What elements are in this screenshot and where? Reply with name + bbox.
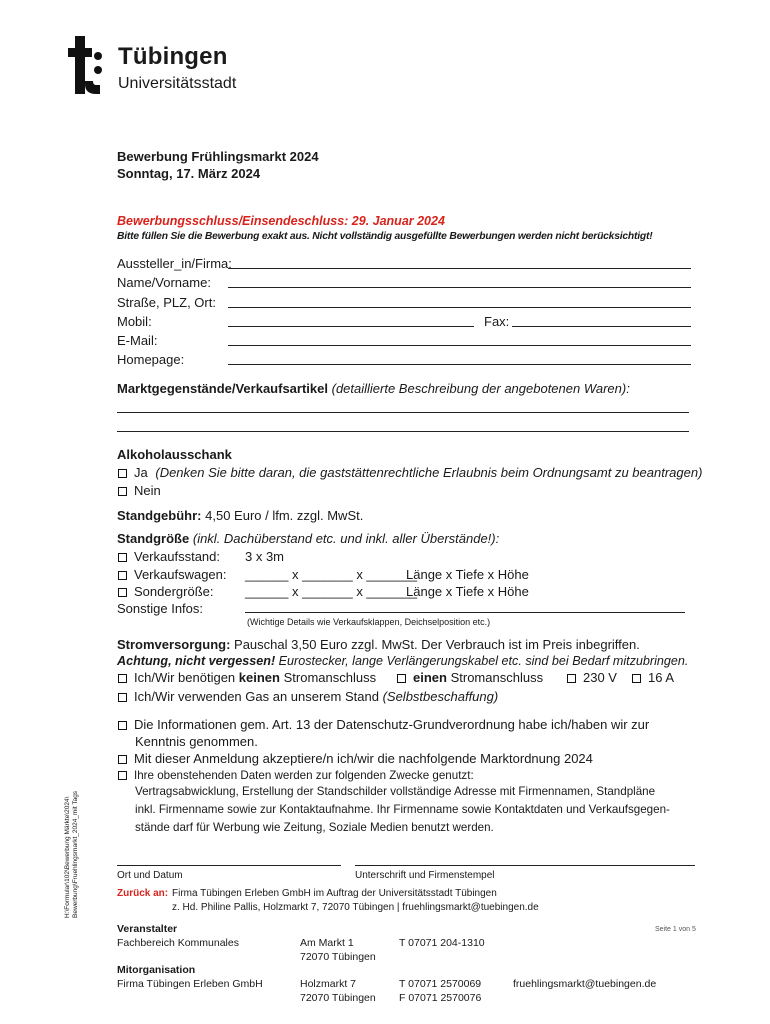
checkbox-strom-230v[interactable] xyxy=(567,674,576,683)
unterschrift-label: Unterschrift und Firmenstempel xyxy=(355,870,495,881)
alkohol-title: Alkoholausschank xyxy=(117,447,232,462)
strom-row xyxy=(117,637,640,653)
gas-hint: (Selbstbeschaffung) xyxy=(382,689,499,704)
label-fax: Fax: xyxy=(484,314,510,329)
markt-title: Marktgegenstände/Verkaufsartikel xyxy=(117,381,328,396)
verkaufsstand-value: 3 x 3m xyxy=(245,549,285,564)
checkbox-alkohol-nein[interactable] xyxy=(118,487,127,496)
checkbox-strom-einen[interactable] xyxy=(397,674,406,683)
groesse-heading xyxy=(117,531,499,547)
footer-addr1-a: Am Markt 1 xyxy=(300,937,354,949)
field-fax[interactable] xyxy=(512,326,691,327)
field-email[interactable] xyxy=(228,345,691,346)
checkbox-verkaufswagen[interactable] xyxy=(118,571,127,580)
strom-230: 230 V xyxy=(583,670,617,685)
field-ort-datum[interactable] xyxy=(117,865,341,866)
ort-datum-label: Ort und Datum xyxy=(117,870,183,881)
sondergroesse-dims-label: Länge x Tiefe x Höhe xyxy=(406,584,529,599)
footer-fachbereich: Fachbereich Kommunales xyxy=(117,937,239,949)
verkaufsstand-row xyxy=(118,549,220,565)
verkaufswagen-dims[interactable]: ______ x _______ x _______ xyxy=(245,567,418,582)
sonstige-label: Sonstige Infos: xyxy=(117,601,203,616)
footer-addr2-b: 72070 Tübingen xyxy=(300,992,376,1004)
field-homepage[interactable] xyxy=(228,364,691,365)
label-aussteller: Aussteller_in/Firma: xyxy=(117,256,232,271)
checkbox-strom-16a[interactable] xyxy=(632,674,641,683)
checkbox-verkaufsstand[interactable] xyxy=(118,553,127,562)
groesse-title: Standgröße xyxy=(117,531,190,546)
checkbox-alkohol-ja[interactable] xyxy=(118,469,127,478)
verkaufswagen-label: Verkaufswagen: xyxy=(134,567,227,582)
strom-opt2-b: Stromanschluss xyxy=(450,670,544,685)
consent3-row xyxy=(118,768,474,784)
checkbox-consent-marktordnung[interactable] xyxy=(118,755,127,764)
logo xyxy=(66,34,266,98)
alkohol-nein-label: Nein xyxy=(134,483,161,498)
strom-opt1-row xyxy=(118,670,376,686)
heading-date: Sonntag, 17. März 2024 xyxy=(117,166,261,181)
label-mobil: Mobil: xyxy=(117,314,152,329)
strom-opt1-a: Ich/Wir benötigen xyxy=(134,670,236,685)
alkohol-ja-row xyxy=(118,465,702,481)
verkaufswagen-dims-label: Länge x Tiefe x Höhe xyxy=(406,567,529,582)
alkohol-ja-label: Ja xyxy=(134,465,148,480)
verkaufswagen-row xyxy=(118,567,227,583)
checkbox-gas[interactable] xyxy=(118,693,127,702)
consent3-l3: inkl. Firmenname sowie zur Kontaktaufnahme. Ihr Firmenname sowie Kontaktdaten und Verkaufsgegen- xyxy=(135,803,670,816)
footer-veranstalter: Veranstalter xyxy=(117,923,178,935)
strom-opt2-a: einen xyxy=(413,670,447,685)
zurueck-line2: z. Hd. Philine Pallis, Holzmarkt 7, 72070 Tübingen | fruehlingsmarkt@tuebingen.de xyxy=(172,902,539,913)
gas-row xyxy=(118,689,498,705)
consent2: Mit dieser Anmeldung akzeptiere/n ich/wir die nachfolgende Marktordnung 2024 xyxy=(134,751,593,766)
sondergroesse-dims[interactable]: ______ x _______ x _______ xyxy=(245,584,418,599)
strom-16a-row xyxy=(632,670,674,686)
field-name[interactable] xyxy=(228,287,691,288)
footer-mitorg: Mitorganisation xyxy=(117,964,196,976)
footer-addr2-a: Holzmarkt 7 xyxy=(300,978,357,990)
footer-firma: Firma Tübingen Erleben GmbH xyxy=(117,978,263,990)
markt-hint: (detaillierte Beschreibung der angebotenen Waren): xyxy=(331,381,630,396)
sondergroesse-label: Sondergröße: xyxy=(134,584,214,599)
logo-t-icon xyxy=(66,34,106,98)
checkbox-sondergroesse[interactable] xyxy=(118,588,127,597)
field-strasse[interactable] xyxy=(228,307,691,308)
strom-achtung: Achtung, nicht vergessen! xyxy=(117,654,276,668)
checkbox-consent-datenschutz[interactable] xyxy=(118,721,127,730)
deadline: Bewerbungsschluss/Einsendeschluss: 29. Januar 2024 xyxy=(117,214,445,228)
strom-text: Pauschal 3,50 Euro zzgl. MwSt. Der Verbrauch ist im Preis inbegriffen. xyxy=(234,637,640,652)
groesse-hint: (inkl. Dachüberstand etc. und inkl. aller Überstände!): xyxy=(192,531,500,546)
footer-page: Seite 1 von 5 xyxy=(655,926,696,933)
sonstige-hint: (Wichtige Details wie Verkaufsklappen, Deichselposition etc.) xyxy=(247,617,491,627)
strom-16a: 16 A xyxy=(648,670,675,685)
gebuehr-row xyxy=(117,508,363,524)
label-email: E-Mail: xyxy=(117,333,158,348)
sondergroesse-row xyxy=(118,584,214,600)
strom-230-row xyxy=(567,670,617,686)
field-mobil[interactable] xyxy=(228,326,474,327)
logo-sub: Universitätsstadt xyxy=(118,75,237,92)
label-name: Name/Vorname: xyxy=(117,275,211,290)
alkohol-nein-row xyxy=(118,483,161,499)
field-markt-2[interactable] xyxy=(117,431,689,432)
markt-heading xyxy=(117,381,630,397)
side-path-l1: H:\Formular\102\Bewerbung Märkte\2024\ xyxy=(64,796,71,918)
field-markt-1[interactable] xyxy=(117,412,689,413)
verkaufsstand-label: Verkaufsstand: xyxy=(134,549,220,564)
gebuehr-value: 4,50 Euro / lfm. zzgl. MwSt. xyxy=(205,508,364,523)
consent3-l1: Ihre obenstehenden Daten werden zur folgenden Zwecke genutzt: xyxy=(134,769,474,782)
consent1-l2: Kenntnis genommen. xyxy=(135,734,258,749)
logo-city: Tübingen xyxy=(118,43,228,70)
footer-tel1: T 07071 204-1310 xyxy=(399,937,485,949)
notice: Bitte füllen Sie die Bewerbung exakt aus. Nicht vollständig ausgefüllte Bewerbungen werden nicht berücksichtigt! xyxy=(117,231,653,242)
strom-achtung-text: Eurostecker, lange Verlängerungskabel etc. sind bei Bedarf mitzubringen. xyxy=(278,654,689,668)
checkbox-strom-keinen[interactable] xyxy=(118,674,127,683)
zurueck-line1: Firma Tübingen Erleben GmbH im Auftrag der Universitätsstadt Tübingen xyxy=(172,888,497,899)
consent1-row xyxy=(118,717,649,733)
footer-fax2: F 07071 2570076 xyxy=(399,992,482,1004)
label-homepage: Homepage: xyxy=(117,352,185,367)
alkohol-ja-hint: (Denken Sie bitte daran, die gaststättenrechtliche Erlaubnis beim Ordnungsamt zu beantragen) xyxy=(155,465,703,480)
gas-label: Ich/Wir verwenden Gas an unserem Stand xyxy=(134,689,379,704)
field-unterschrift[interactable] xyxy=(355,865,695,866)
consent3-l4: stände darf für Werbung wie Zeitung, Soziale Medien benutzt werden. xyxy=(135,821,494,834)
strom-opt1-b: keinen xyxy=(238,670,280,685)
field-sonstige[interactable] xyxy=(245,612,685,613)
zurueck-label: Zurück an: xyxy=(117,888,169,899)
strom-title: Stromversorgung: xyxy=(117,637,231,652)
side-file-path xyxy=(64,791,80,918)
footer-email[interactable]: fruehlingsmarkt@tuebingen.de xyxy=(513,978,657,990)
heading-title: Bewerbung Frühlingsmarkt 2024 xyxy=(117,149,319,164)
footer-addr1-b: 72070 Tübingen xyxy=(300,951,376,963)
consent2-row xyxy=(118,751,593,767)
label-strasse: Straße, PLZ, Ort: xyxy=(117,295,216,310)
consent1-l1: Die Informationen gem. Art. 13 der Datenschutz-Grundverordnung habe ich/haben wir zur xyxy=(134,717,650,732)
checkbox-consent-daten[interactable] xyxy=(118,771,127,780)
side-path-l2: Bewerbung\Fruehlingsmarkt_2024_mit Tags xyxy=(72,790,79,918)
footer-tel2: T 07071 2570069 xyxy=(399,978,482,990)
strom-opt2-row xyxy=(397,670,543,686)
strom-opt1-c: Stromanschluss xyxy=(283,670,377,685)
strom-achtung-row xyxy=(117,653,688,669)
field-aussteller[interactable] xyxy=(228,268,691,269)
gebuehr-label: Standgebühr: xyxy=(117,508,202,523)
consent3-l2: Vertragsabwicklung, Erstellung der Standschilder vollständige Adresse mit Firmennamen, Standpläne xyxy=(135,785,656,798)
